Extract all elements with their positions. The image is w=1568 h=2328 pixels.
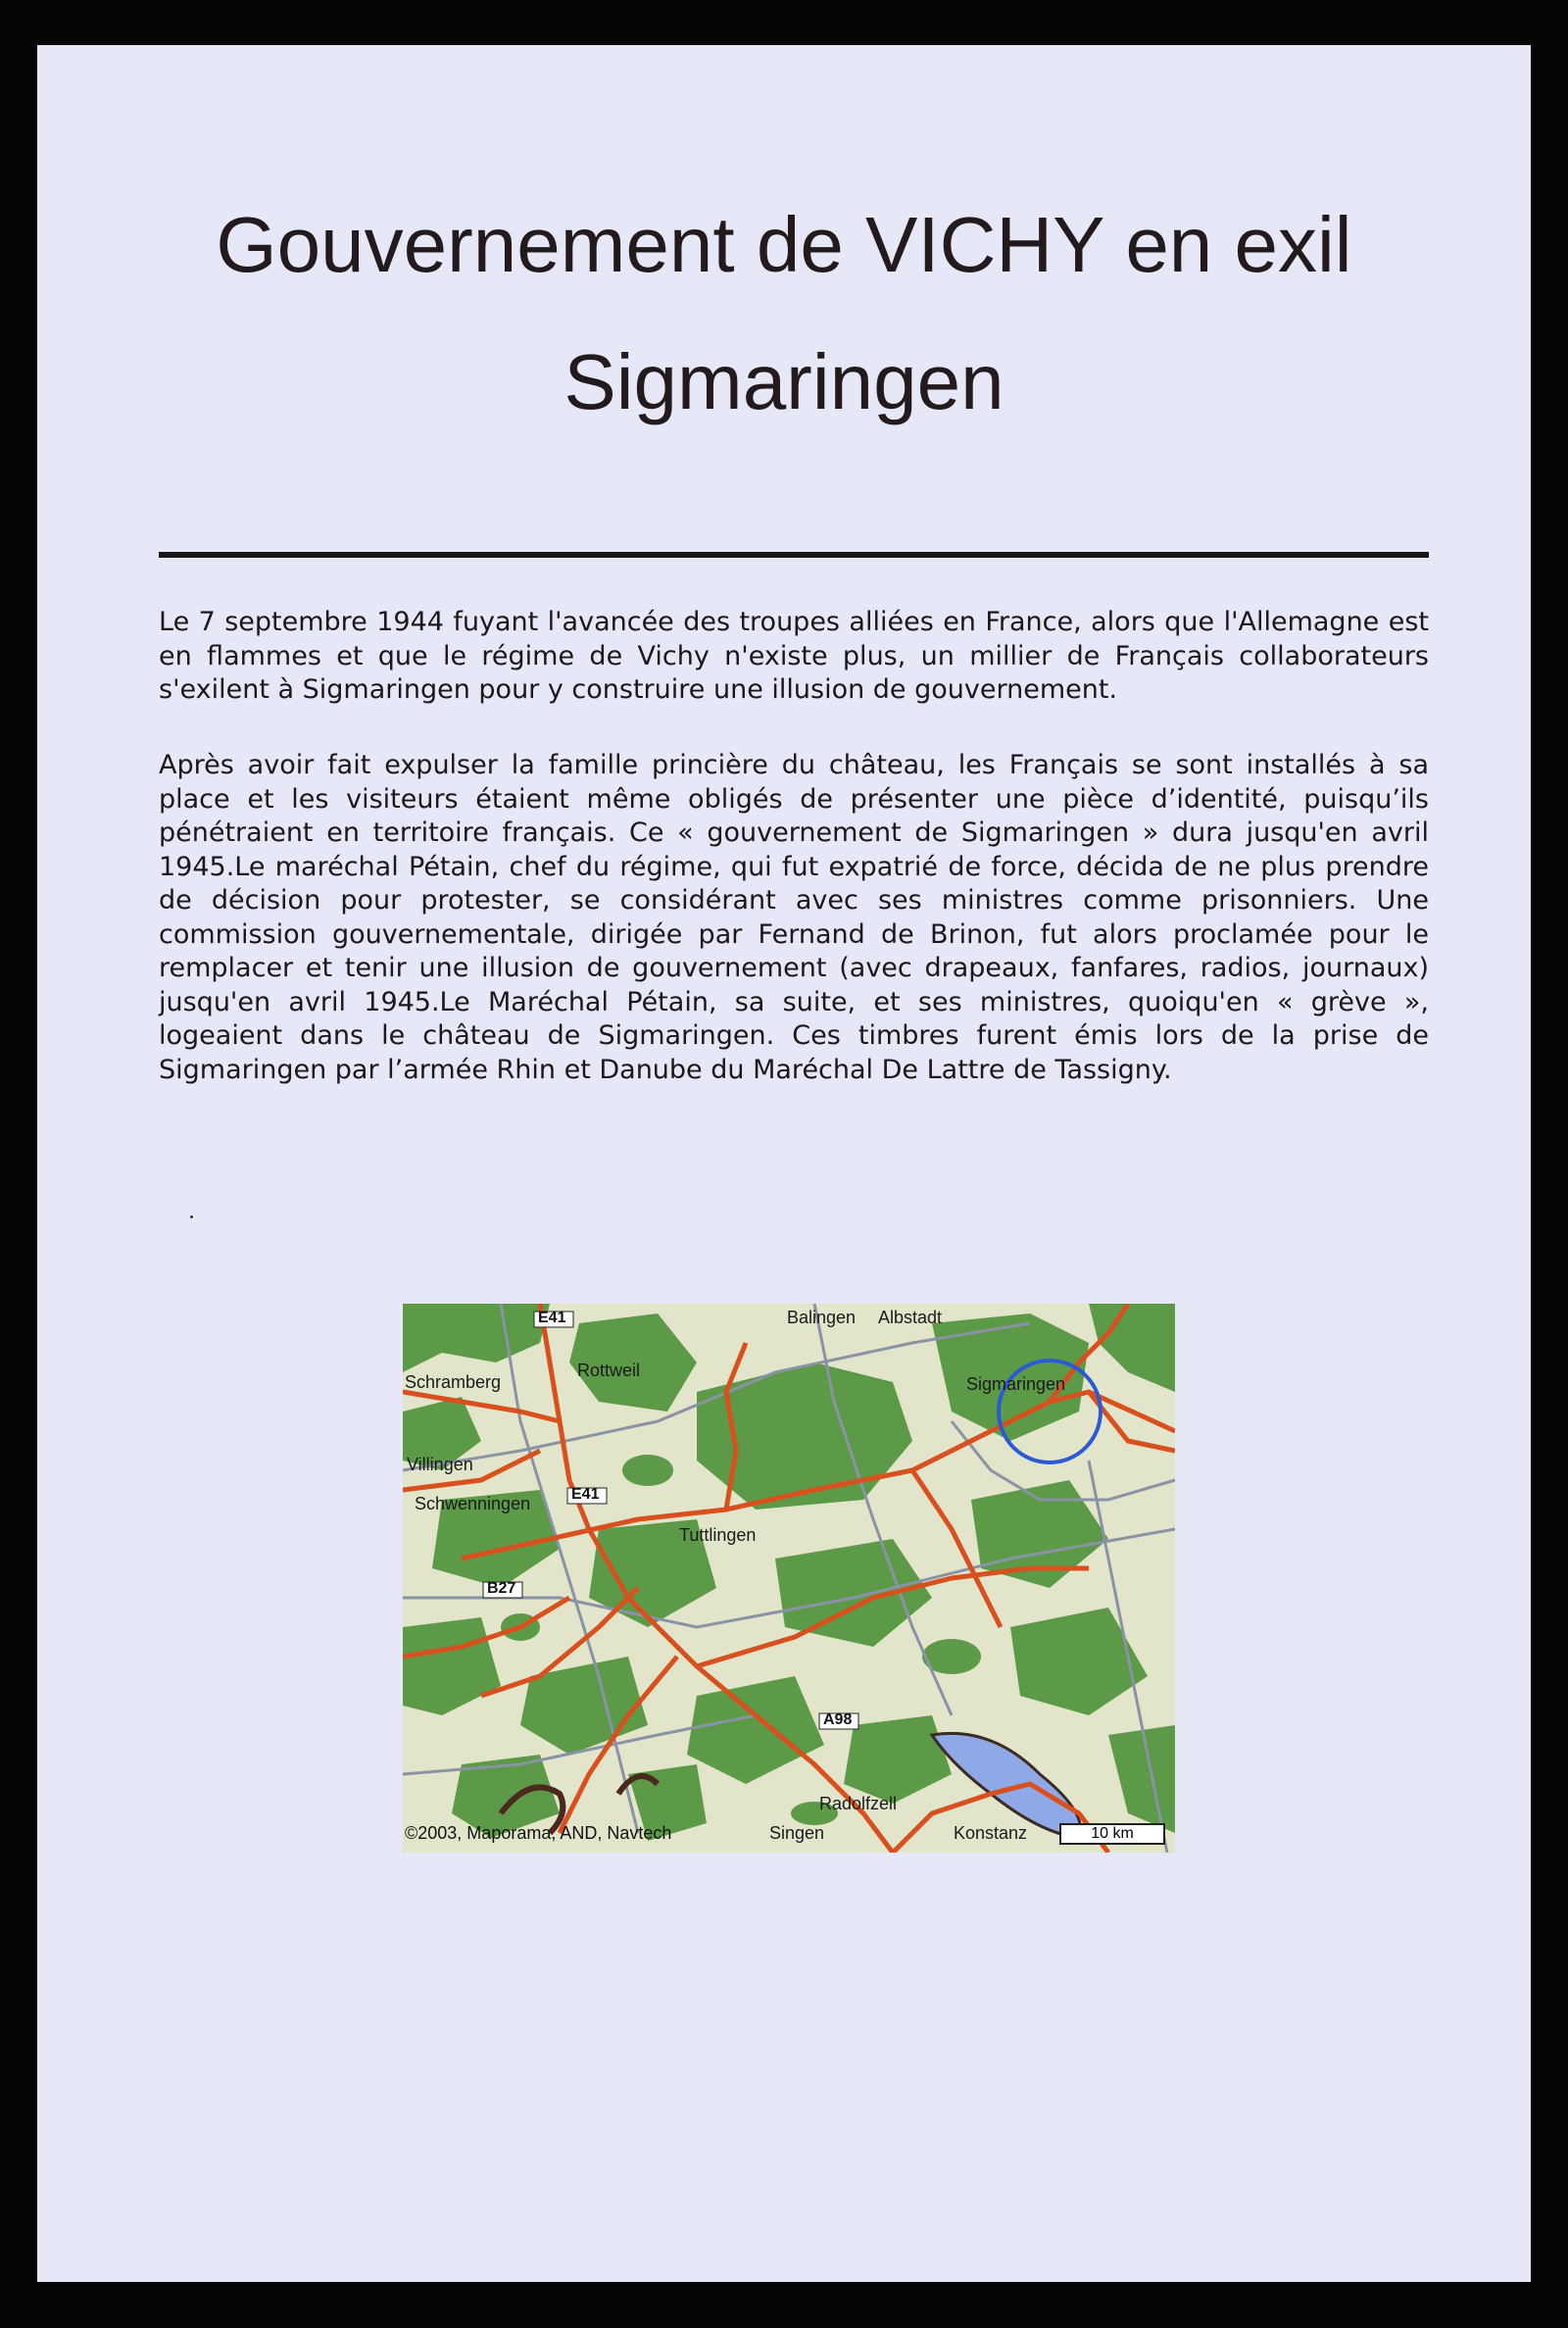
place-tuttlingen: Tuttlingen: [679, 1525, 757, 1545]
intro-paragraph: Le 7 septembre 1944 fuyant l'avancée des troupes alliées en France, alors que l'Allemagne est en flammes et que le régime de Vichy n'existe plus, un millier de Français collaborateurs s'exilent à Sigmaringen pour y construire une illusion de gouvernement.: [159, 607, 1429, 705]
place-singen: Singen: [769, 1823, 825, 1843]
place-konstanz: Konstanz: [954, 1823, 1028, 1843]
history-paragraph: Après avoir fait expulser la famille princière du château, les Français se sont installés à sa place et les visiteurs étaient même obligés de présenter une pièce d’identité, puisqu’ils pénétraient en territoire français. Ce « gouvernement de Sigmaringen » dura jusqu'en avril 1945.Le maréchal Pétain, chef du régime, qui fut expatrié de force, décida de ne plus prendre de décision pour protester, se considérant avec ses ministres comme prisonniers. Une commission gouvernementale, dirigée par Fernand de Brinon, fut alors proclamée pour le remplacer et tenir une illusion de gouvernement (avec drapeaux, fanfares, radios, journaux) jusqu'en avril 1945.Le Maréchal Pétain, sa suite, et ses ministres, quoiqu'en « grève », logeaient dans le château de Sigmaringen. Ces timbres furent émis lors de la prise de Sigmaringen par l’armée Rhin et Danube du Maréchal De Lattre de Tassigny.: [159, 750, 1429, 1085]
place-schramberg: Schramberg: [405, 1372, 502, 1392]
title-divider: [159, 552, 1429, 558]
road-b27: B27: [487, 1580, 516, 1597]
map-scale-bar: 10 km: [1059, 1823, 1165, 1845]
sigmaringen-map: [403, 1304, 1175, 1853]
road-a98: A98: [823, 1711, 853, 1728]
road-e41-top: E41: [538, 1310, 566, 1326]
map-copyright: ©2003, Maporama, AND, Navtech: [405, 1823, 672, 1843]
place-sigmaringen: Sigmaringen: [966, 1374, 1066, 1394]
document-sheet: [37, 45, 1531, 2282]
place-villingen: Villingen: [407, 1455, 473, 1474]
place-radolfzell: Radolfzell: [819, 1794, 898, 1813]
place-rottweil: Rottweil: [577, 1361, 641, 1380]
page-title: Gouvernement de VICHY en exil: [216, 201, 1352, 288]
place-albstadt: Albstadt: [878, 1308, 943, 1327]
road-e41-mid: E41: [571, 1486, 600, 1503]
place-schwenningen: Schwenningen: [415, 1494, 531, 1513]
speck: [190, 1215, 193, 1218]
place-balingen: Balingen: [787, 1308, 857, 1327]
page-subtitle: Sigmaringen: [564, 338, 1004, 425]
